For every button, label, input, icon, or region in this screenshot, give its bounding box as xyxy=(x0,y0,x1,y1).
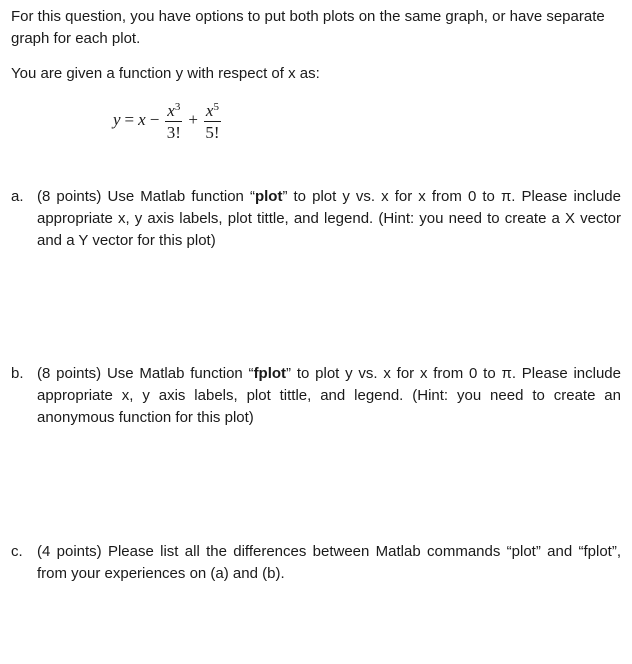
fraction-2-numerator xyxy=(204,98,221,122)
item-marker-c: c. xyxy=(11,543,23,560)
formula-minus: − xyxy=(149,110,160,129)
item-marker-b: b. xyxy=(11,365,24,382)
item-b-prefix: (8 points) Use Matlab function “ xyxy=(37,365,254,382)
intro-paragraph: For this question, you have options to put both plots on the same graph, or have separate graph for each plot. xyxy=(11,8,605,47)
question-item-c xyxy=(11,541,621,585)
fraction-1-denominator: 3! xyxy=(166,123,181,142)
item-a-command: plot xyxy=(254,188,283,205)
fraction-1-base: x xyxy=(167,101,175,120)
fraction-1-numerator xyxy=(165,98,182,122)
fraction-2-denominator: 5! xyxy=(205,123,220,142)
item-b-suffix: ” to plot y vs. x for x from 0 to π. Please include appropriate x, y axis labels, plot tittle, and legend. (Hint: you need to create an anonymous function for this plot) xyxy=(37,365,621,426)
formula-x: x xyxy=(138,110,146,129)
formula-fraction-1 xyxy=(165,98,182,142)
given-paragraph: You are given a function y with respect of x as: xyxy=(11,65,320,82)
formula-fraction-2 xyxy=(204,98,221,142)
item-body-a xyxy=(37,186,621,252)
fraction-2-exponent: 5 xyxy=(213,101,219,113)
formula-plus: + xyxy=(188,110,198,129)
question-item-a xyxy=(11,186,621,252)
question-item-b xyxy=(11,363,621,429)
item-a-prefix: (8 points) Use Matlab function “ xyxy=(37,188,255,205)
function-formula xyxy=(113,92,223,148)
fraction-1-exponent: 3 xyxy=(174,101,181,113)
fraction-2-base: x xyxy=(205,101,214,120)
formula-equals: = xyxy=(124,110,135,129)
item-a-suffix: ” to plot y vs. x for x from 0 to π. Please include appropriate x, y axis labels, plot tittle, and legend. (Hint: you need to create a X vector and a Y vector for this plot) xyxy=(37,188,621,249)
item-body-b xyxy=(37,363,621,429)
item-marker-a: a. xyxy=(11,188,24,205)
item-body-c: (4 points) Please list all the differences between Matlab commands “plot” and “fplot”, from your experiences on (a) and (b). xyxy=(37,543,621,582)
item-b-command: fplot xyxy=(253,365,287,382)
formula-lhs: y xyxy=(113,110,121,129)
